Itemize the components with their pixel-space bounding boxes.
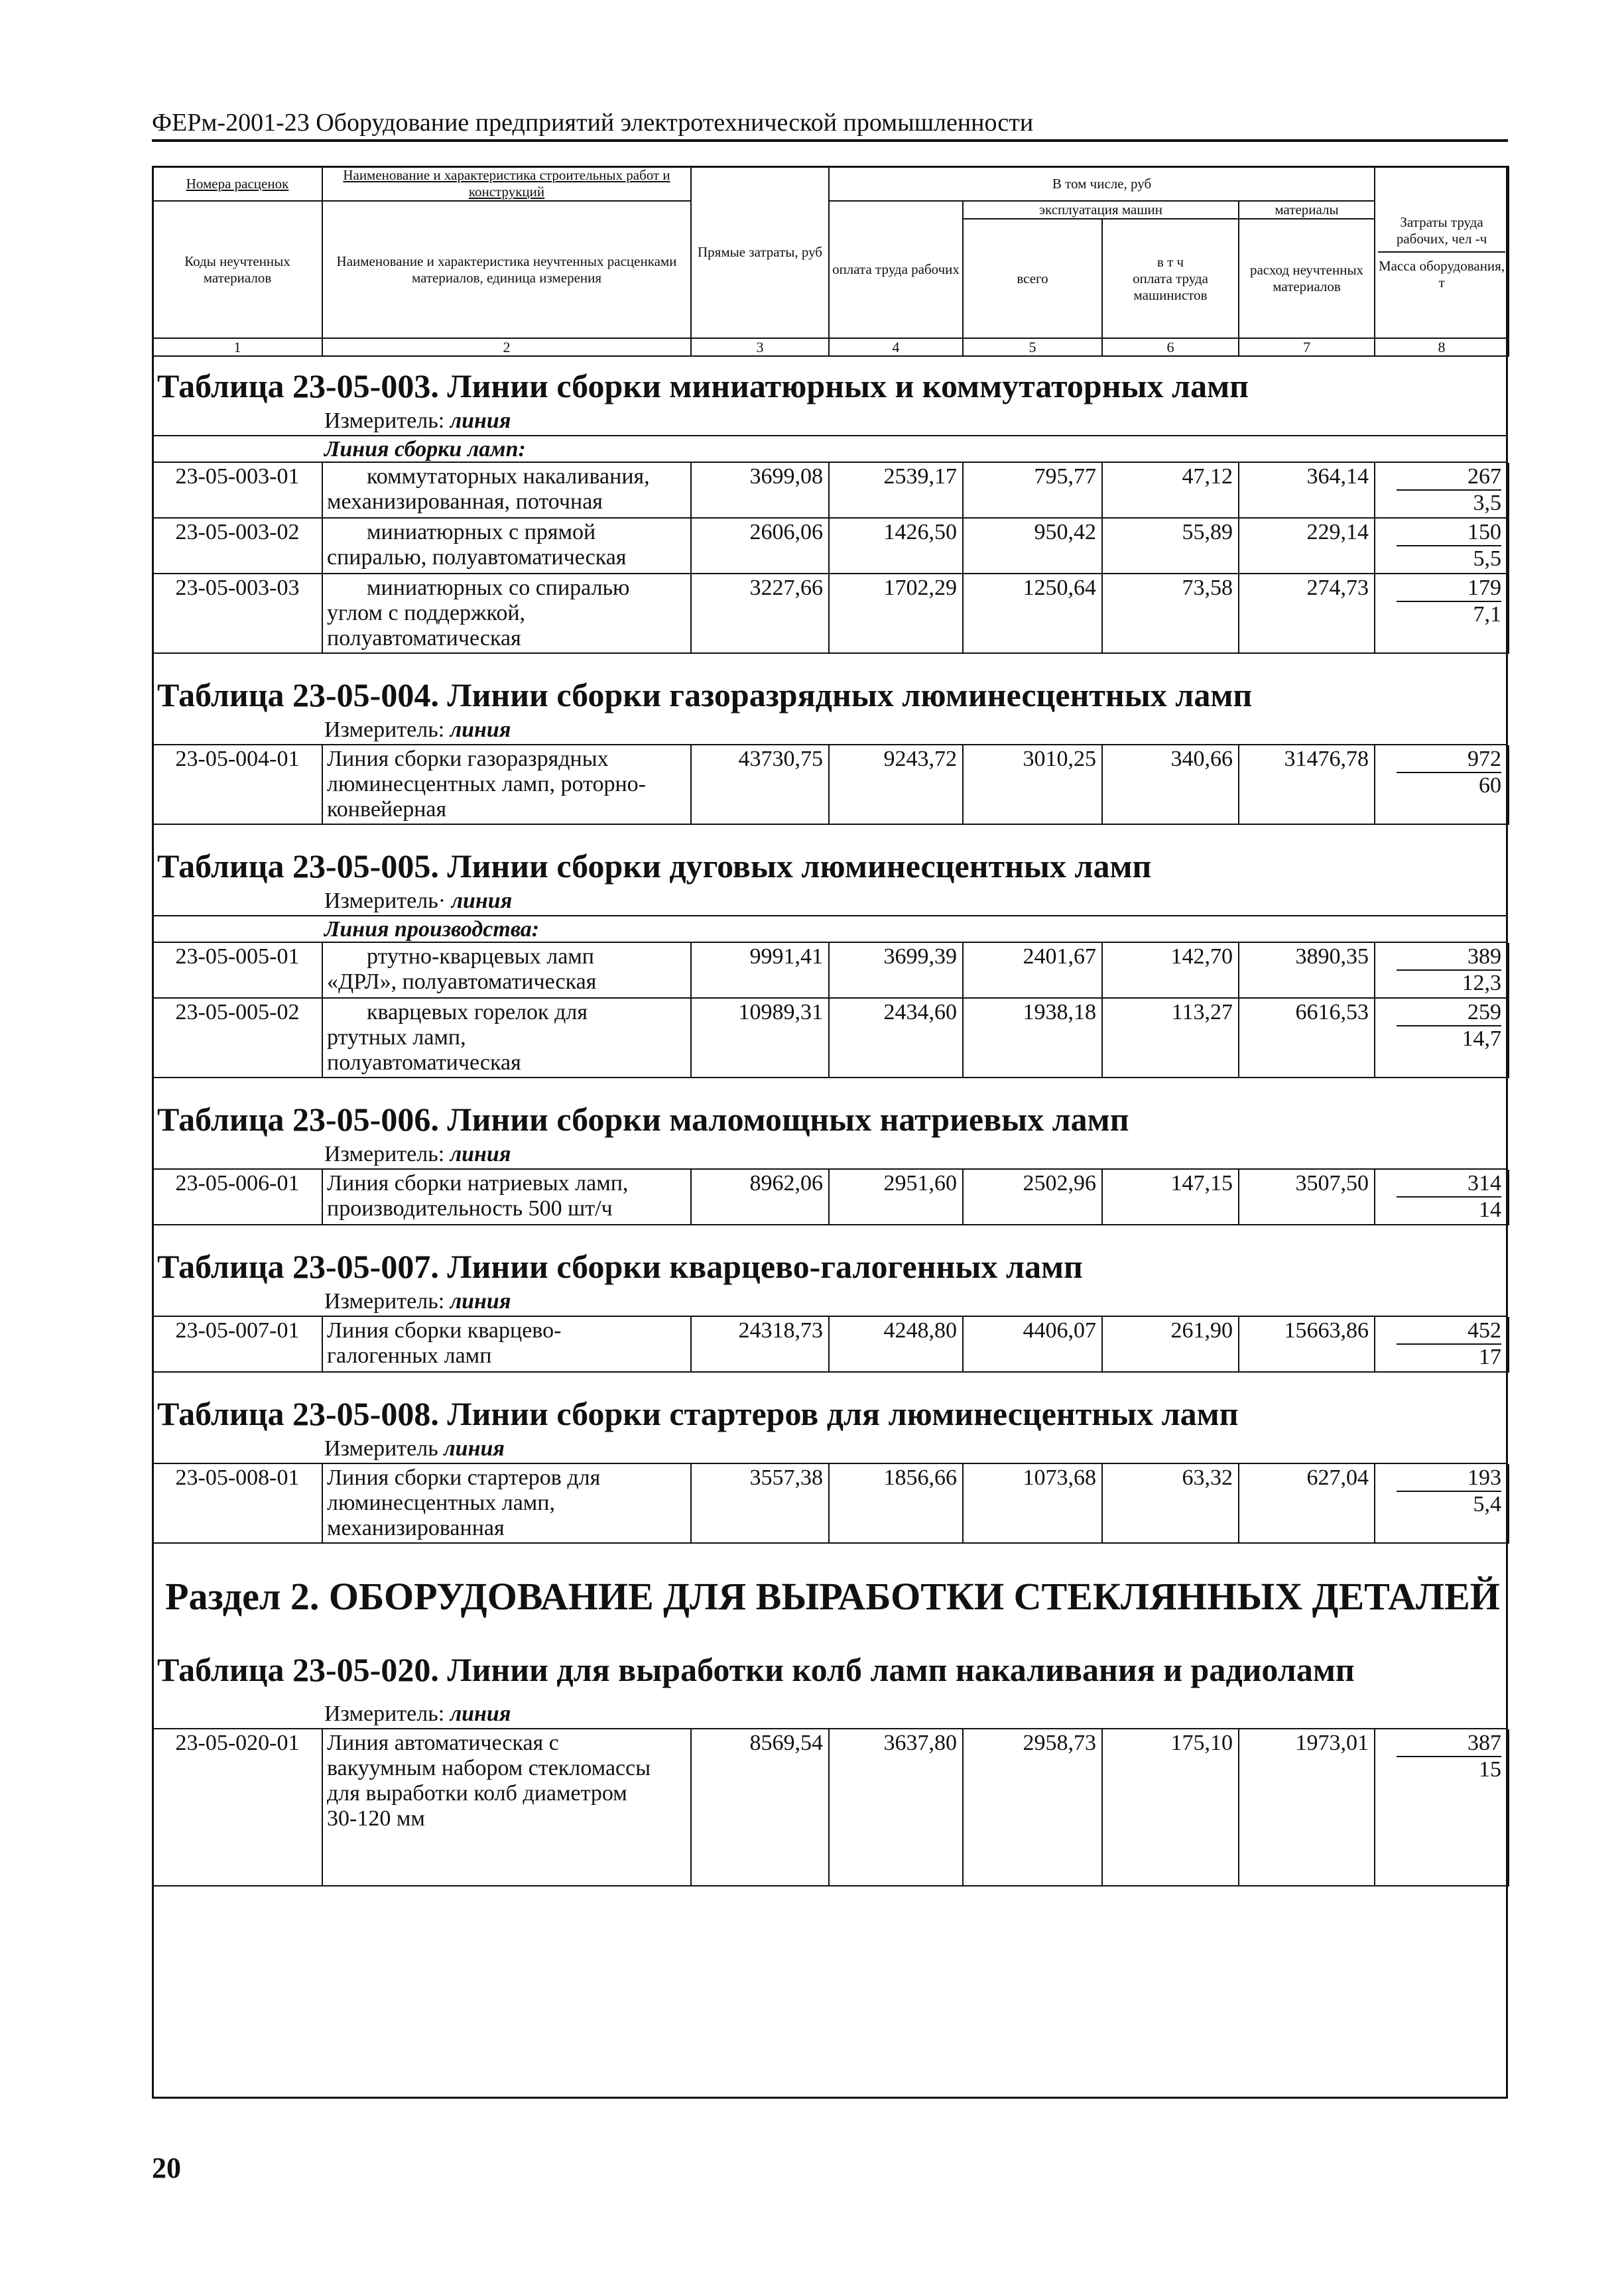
labor-hours: 389: [1397, 944, 1501, 971]
rate-name-line: механизированная: [327, 1516, 505, 1540]
measure-unit: линия: [450, 1142, 511, 1166]
labor-hours: 387: [1397, 1731, 1501, 1757]
rate-name-line: Линия сборки стартеров для: [327, 1465, 601, 1490]
labor-pay: 1702,29: [829, 574, 963, 653]
rate-code: 23-05-007-01: [153, 1317, 322, 1372]
equipment-mass: 15: [1479, 1757, 1501, 1782]
col8-bottom-label: Масса оборудования, т: [1379, 257, 1505, 290]
equipment-mass: 17: [1479, 1345, 1501, 1369]
rate-code: 23-05-003-01: [153, 463, 322, 518]
machine-total: 1938,18: [963, 998, 1102, 1078]
rate-code: 23-05-004-01: [153, 745, 322, 824]
equipment-mass: 12,3: [1462, 971, 1501, 995]
materials: 3507,50: [1239, 1170, 1375, 1225]
machine-total: 950,42: [963, 518, 1102, 574]
measure-unit: линия: [450, 717, 511, 742]
labor-hours: 150: [1397, 520, 1501, 546]
rate-name-line: кварцевых горелок для: [367, 1000, 588, 1024]
materials: 364,14: [1239, 463, 1375, 518]
direct-cost: 3557,38: [691, 1464, 829, 1543]
table-row: [153, 463, 1509, 518]
labor-mass: [1375, 745, 1509, 824]
equipment-mass: 7,1: [1473, 602, 1501, 627]
measure-line: [152, 886, 1508, 916]
rate-name: [322, 1464, 691, 1543]
rate-name-line: люминесцентных ламп,: [327, 1491, 556, 1515]
rate-table: [152, 943, 1509, 1078]
equipment-mass: 14: [1479, 1198, 1501, 1222]
table-row: [153, 574, 1509, 653]
col8-header: [1375, 166, 1509, 338]
labor-pay: 3637,80: [829, 1729, 963, 1886]
rate-table: [152, 1170, 1509, 1225]
measure-label: Измеритель·: [324, 889, 446, 913]
rate-table: [152, 1464, 1509, 1544]
rate-name-line: Линия сборки натриевых ламп,: [327, 1171, 629, 1196]
rate-code: 23-05-003-02: [153, 518, 322, 574]
labor-hours: 452: [1397, 1318, 1501, 1345]
sub-group-label: Линия производства:: [152, 916, 1508, 943]
equipment-mass: 5,4: [1473, 1492, 1501, 1516]
operator-pay: 113,27: [1102, 998, 1239, 1078]
rate-code: 23-05-005-02: [153, 998, 322, 1078]
part-title: Раздел 2. ОБОРУДОВАНИЕ ДЛЯ ВЫРАБОТКИ СТЕКЛЯННЫХ ДЕТАЛЕЙ: [165, 1575, 1500, 1618]
rate-name: [322, 463, 691, 518]
machine-total: 2401,67: [963, 943, 1102, 998]
measure-label: Измеритель:: [324, 408, 445, 433]
col7-header: расход неучтенных материалов: [1239, 219, 1375, 338]
sub-group-label: Линия сборки ламп:: [152, 436, 1508, 463]
measure-label: Измеритель:: [324, 1142, 445, 1166]
materials: 627,04: [1239, 1464, 1375, 1543]
materials-header: материалы: [1239, 201, 1375, 219]
section-title: Таблица 23-05-003. Линии сборки миниатюрных и коммутаторных ламп: [157, 367, 1249, 404]
rate-table: [152, 745, 1509, 825]
col6-prefix: в т ч: [1156, 253, 1184, 270]
section-title: Таблица 23-05-007. Линии сборки кварцево-галогенных ламп: [157, 1248, 1083, 1285]
rate-code: 23-05-006-01: [153, 1170, 322, 1225]
col2-top-header: Наименование и характеристика строительных работ и конструкций: [322, 166, 691, 201]
col6-label: оплата труда машинистов: [1133, 270, 1208, 303]
labor-pay: 2434,60: [829, 998, 963, 1078]
equipment-mass: 5,5: [1473, 546, 1501, 571]
rate-name-line: полуавтоматическая: [327, 1050, 521, 1075]
col3-header: Прямые затраты, руб: [691, 166, 829, 338]
table-row: [153, 518, 1509, 574]
machine-total: 1250,64: [963, 574, 1102, 653]
rate-name: [322, 745, 691, 824]
labor-pay: 9243,72: [829, 745, 963, 824]
measure-unit: линия: [451, 889, 513, 913]
table-row: [153, 998, 1509, 1078]
labor-mass: [1375, 998, 1509, 1078]
rate-name-line: Линия сборки кварцево-: [327, 1318, 562, 1343]
machine-total: 2958,73: [963, 1729, 1102, 1886]
labor-pay: 1426,50: [829, 518, 963, 574]
col1-bottom-header: Коды неучтенных материалов: [153, 201, 322, 338]
rate-table: [152, 463, 1509, 654]
col-num-8: 8: [1375, 338, 1509, 356]
direct-cost: 2606,06: [691, 518, 829, 574]
direct-cost: 3699,08: [691, 463, 829, 518]
rate-name-line: галогенных ламп: [327, 1343, 492, 1368]
rate-name-line: производительность 500 шт/ч: [327, 1196, 613, 1221]
measure-line: [152, 1434, 1508, 1464]
col-num-2: 2: [322, 338, 691, 356]
group-header: В том числе, руб: [829, 166, 1375, 201]
labor-mass: [1375, 1464, 1509, 1543]
rate-name-line: коммутаторных накаливания,: [367, 464, 650, 489]
col-num-3: 3: [691, 338, 829, 356]
operator-pay: 47,12: [1102, 463, 1239, 518]
rate-name-line: миниатюрных с прямой: [367, 520, 596, 544]
rate-name-line: Линия сборки газоразрядных: [327, 747, 609, 771]
labor-hours: 179: [1397, 576, 1501, 602]
section-title: Таблица 23-05-020. Линии для выработки колб ламп накаливания и радиоламп: [157, 1651, 1355, 1688]
machine-total: 2502,96: [963, 1170, 1102, 1225]
materials: 3890,35: [1239, 943, 1375, 998]
rate-name-line: ртутных ламп,: [327, 1025, 466, 1050]
labor-hours: 267: [1397, 464, 1501, 491]
rate-name-line: полуавтоматическая: [327, 626, 521, 650]
col5-header: всего: [963, 219, 1102, 338]
rate-name-line: «ДРЛ», полуавтоматическая: [327, 969, 597, 994]
table-row: [153, 943, 1509, 998]
rate-name-line: углом с поддержкой,: [327, 601, 526, 625]
operator-pay: 63,32: [1102, 1464, 1239, 1543]
direct-cost: 24318,73: [691, 1317, 829, 1372]
machine-total: 795,77: [963, 463, 1102, 518]
rate-name-line: Линия автоматическая с: [327, 1731, 559, 1755]
labor-pay: 2951,60: [829, 1170, 963, 1225]
labor-pay: 2539,17: [829, 463, 963, 518]
equipment-mass: 14,7: [1462, 1026, 1501, 1051]
labor-hours: 193: [1397, 1465, 1501, 1492]
measure-line: [152, 406, 1508, 436]
direct-cost: 43730,75: [691, 745, 829, 824]
measure-label: Измеритель:: [324, 717, 445, 742]
rate-name: [322, 574, 691, 653]
rate-name-line: 30-120 мм: [327, 1806, 425, 1831]
labor-mass: [1375, 518, 1509, 574]
rate-name-line: механизированная, поточная: [327, 489, 603, 514]
rate-code: 23-05-020-01: [153, 1729, 322, 1886]
materials: 15663,86: [1239, 1317, 1375, 1372]
col2-bottom-header: Наименование и характеристика неучтенных расценками материалов, единица измерения: [322, 201, 691, 338]
page-number: 20: [152, 2152, 181, 2184]
rate-table: [152, 1729, 1509, 1886]
table-row: [153, 1729, 1509, 1886]
col1-top-header: Номера расценок: [153, 166, 322, 201]
rate-table: [152, 1317, 1509, 1373]
measure-unit: линия: [444, 1436, 505, 1461]
labor-mass: [1375, 1729, 1509, 1886]
table-row: [153, 1464, 1509, 1543]
col-num-5: 5: [963, 338, 1102, 356]
machines-header: эксплуатация машин: [963, 201, 1239, 219]
running-header: ФЕРм-2001-23 Оборудование предприятий электротехнической промышленности: [152, 107, 1508, 142]
rate-name-line: люминесцентных ламп, роторно-: [327, 772, 646, 796]
materials: 229,14: [1239, 518, 1375, 574]
rate-name: [322, 518, 691, 574]
direct-cost: 8962,06: [691, 1170, 829, 1225]
col-num-6: 6: [1102, 338, 1239, 356]
measure-unit: линия: [450, 1701, 511, 1726]
direct-cost: 8569,54: [691, 1729, 829, 1886]
labor-mass: [1375, 574, 1509, 653]
labor-hours: 314: [1397, 1171, 1501, 1198]
measure-label: Измеритель: [324, 1436, 438, 1461]
rate-name-line: вакуумным набором стекломассы: [327, 1756, 651, 1780]
operator-pay: 73,58: [1102, 574, 1239, 653]
direct-cost: 3227,66: [691, 574, 829, 653]
rate-name-line: миниатюрных со спиралью: [367, 576, 630, 600]
rate-name: [322, 998, 691, 1078]
table-row: [153, 1170, 1509, 1225]
measure-line: [152, 1286, 1508, 1317]
labor-mass: [1375, 1317, 1509, 1372]
rate-code: 23-05-008-01: [153, 1464, 322, 1543]
machine-total: 3010,25: [963, 745, 1102, 824]
operator-pay: 142,70: [1102, 943, 1239, 998]
measure-unit: линия: [450, 408, 511, 433]
labor-pay: 3699,39: [829, 943, 963, 998]
col6-header: [1102, 219, 1239, 338]
rate-name: [322, 1317, 691, 1372]
operator-pay: 261,90: [1102, 1317, 1239, 1372]
col-num-7: 7: [1239, 338, 1375, 356]
rate-name-line: для выработки колб диаметром: [327, 1781, 627, 1806]
labor-mass: [1375, 463, 1509, 518]
measure-unit: линия: [450, 1289, 511, 1314]
rate-code: 23-05-005-01: [153, 943, 322, 998]
section-title: Таблица 23-05-005. Линии сборки дуговых люминесцентных ламп: [157, 847, 1152, 885]
labor-hours: 972: [1397, 747, 1501, 773]
measure-line: [152, 715, 1508, 745]
rate-name-line: спиралью, полуавтоматическая: [327, 545, 627, 570]
equipment-mass: 60: [1479, 773, 1501, 798]
direct-cost: 9991,41: [691, 943, 829, 998]
measure-label: Измеритель:: [324, 1701, 445, 1726]
rate-name-line: конвейерная: [327, 797, 447, 822]
machine-total: 4406,07: [963, 1317, 1102, 1372]
measure-line: [152, 1699, 1508, 1729]
table-row: [153, 1317, 1509, 1372]
equipment-mass: 3,5: [1473, 491, 1501, 515]
machine-total: 1073,68: [963, 1464, 1102, 1543]
operator-pay: 175,10: [1102, 1729, 1239, 1886]
table-header: [152, 166, 1508, 355]
labor-hours: 259: [1397, 1000, 1501, 1026]
measure-label: Измеритель:: [324, 1289, 445, 1314]
table-row: [153, 745, 1509, 824]
materials: 274,73: [1239, 574, 1375, 653]
direct-cost: 10989,31: [691, 998, 829, 1078]
materials: 1973,01: [1239, 1729, 1375, 1886]
labor-mass: [1375, 943, 1509, 998]
labor-pay: 1856,66: [829, 1464, 963, 1543]
section-title: Таблица 23-05-004. Линии сборки газоразрядных люминесцентных ламп: [157, 676, 1253, 713]
materials: 6616,53: [1239, 998, 1375, 1078]
rate-name: [322, 1729, 691, 1886]
operator-pay: 340,66: [1102, 745, 1239, 824]
labor-mass: [1375, 1170, 1509, 1225]
col-num-1: 1: [153, 338, 322, 356]
measure-line: [152, 1139, 1508, 1170]
rate-name-line: ртутно-кварцевых ламп: [367, 944, 595, 969]
rate-name: [322, 943, 691, 998]
table-body: [152, 345, 1508, 1886]
col4-header: оплата труда рабочих: [829, 201, 963, 338]
col8-top-label: Затраты труда рабочих, чел -ч: [1378, 214, 1505, 253]
operator-pay: 55,89: [1102, 518, 1239, 574]
col-num-4: 4: [829, 338, 963, 356]
rate-code: 23-05-003-03: [153, 574, 322, 653]
labor-pay: 4248,80: [829, 1317, 963, 1372]
operator-pay: 147,15: [1102, 1170, 1239, 1225]
section-title: Таблица 23-05-008. Линии сборки стартеров для люминесцентных ламп: [157, 1395, 1239, 1432]
rate-name: [322, 1170, 691, 1225]
section-title: Таблица 23-05-006. Линии сборки маломощных натриевых ламп: [157, 1101, 1129, 1138]
materials: 31476,78: [1239, 745, 1375, 824]
